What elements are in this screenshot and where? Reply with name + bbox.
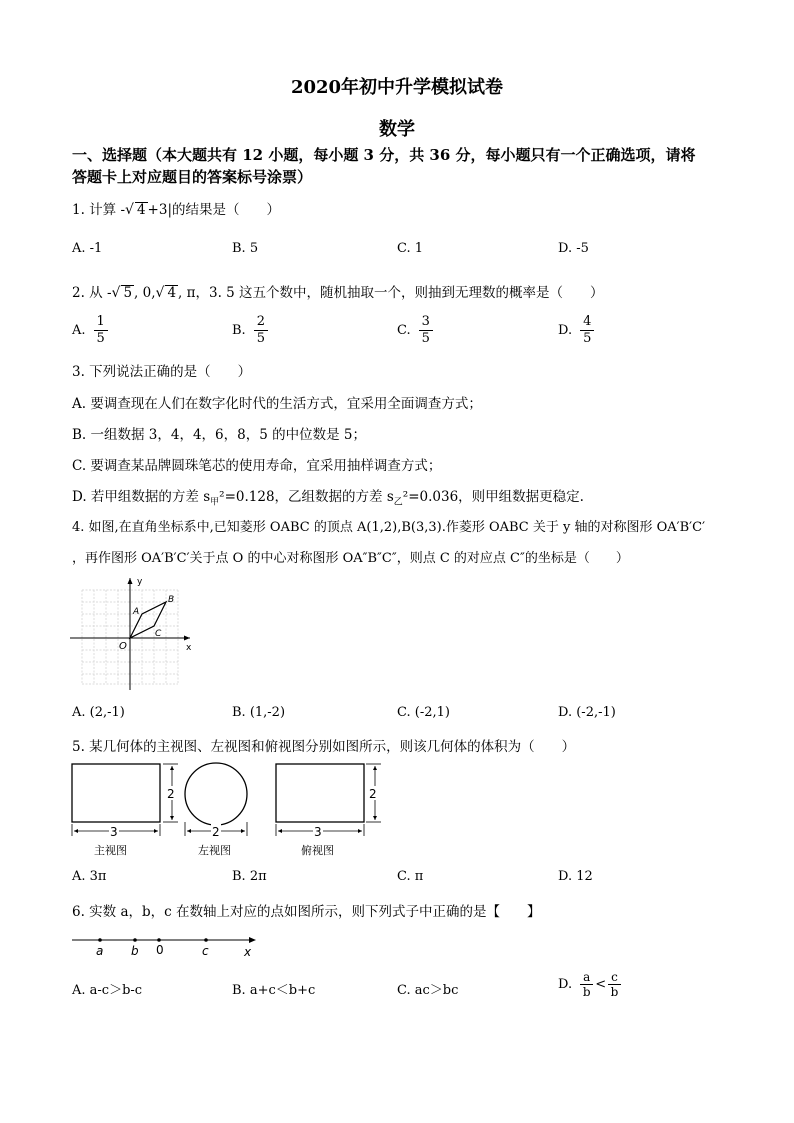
label-a: A [133, 607, 140, 617]
q3-option-b[interactable]: B. 一组数据 3，4，4，6，8，5 的中位数是 5； [72, 427, 367, 443]
denominator: 5 [421, 331, 430, 346]
q2-part2: , 0, [134, 285, 156, 301]
y-label: y [137, 577, 143, 587]
option-letter: C. [397, 323, 411, 338]
q1-suffix: +3|的结果是（ ） [147, 202, 280, 218]
q5-option-a[interactable]: A. 3π [72, 869, 107, 884]
denominator: 5 [96, 331, 105, 346]
q4-option-b[interactable]: B. (1,-2) [232, 705, 286, 720]
top-view-label: 俯视图 [301, 844, 334, 857]
q2-option-b[interactable] [232, 314, 268, 347]
option-letter: A. [72, 323, 86, 338]
q4-coordinate-figure [70, 576, 200, 691]
q3-option-a[interactable]: A. 要调查现在人们在数字化时代的生活方式，宜采用全面调查方式； [72, 396, 482, 412]
fraction [94, 314, 108, 347]
label-c: c [202, 944, 209, 958]
q3-d-part2: ²=0.128，乙组数据的方差 s [219, 489, 394, 505]
question-1-stem [72, 198, 280, 218]
exam-title: 2020年初中升学模拟试卷 [290, 77, 504, 98]
q1-option-d[interactable]: D. -5 [558, 241, 589, 256]
side-diameter-label: 2 [212, 825, 220, 839]
numerator: 3 [419, 314, 433, 331]
x-axis-arrow [184, 636, 190, 641]
label-zero: 0 [156, 943, 164, 957]
label-b: b [131, 944, 139, 958]
point-c [204, 938, 208, 942]
front-width-label: 3 [110, 825, 118, 839]
label-a: a [96, 944, 104, 958]
q3-d-sub1: 甲 [210, 497, 220, 508]
question-5-stem: 5. 某几何体的主视图、左视图和俯视图分别如图所示，则该几何体的体积为（ ） [72, 739, 576, 755]
label-c: C [155, 629, 162, 639]
question-4-stem-line1: 4. 如图,在直角坐标系中,已知菱形 OABC 的顶点 A(1,2),B(3,3).作菱形 OABC 关于 y 轴的对称图形 OA′B′C′ [72, 520, 706, 535]
fraction [580, 970, 593, 999]
section-header-line2: 答题卡上对应题目的答案标号涂票） [72, 168, 313, 186]
section-header [72, 144, 696, 188]
q1-prefix: 1. 计算 - [72, 202, 126, 218]
q4-option-c[interactable]: C. (-2,1) [397, 705, 450, 720]
q4-option-a[interactable]: A. (2,-1) [72, 705, 125, 720]
number-line-arrow [249, 937, 256, 943]
numerator: 2 [254, 314, 268, 331]
q6-option-d[interactable] [558, 970, 623, 999]
numerator: 4 [580, 314, 594, 331]
section-header-line1: 一、选择题（本大题共有 12 小题，每小题 3 分，共 36 分，每小题只有一个正确选项，请将 [72, 146, 696, 164]
numerator: c [608, 970, 621, 985]
denominator: b [582, 985, 591, 999]
subject-title: 数学 [379, 119, 415, 140]
q2-option-a[interactable] [72, 314, 108, 347]
y-axis-arrow [128, 578, 133, 584]
q2-option-d[interactable] [558, 314, 594, 347]
option-letter: B. [232, 323, 246, 338]
top-width-label: 3 [314, 825, 322, 839]
q1-option-a[interactable]: A. -1 [72, 241, 103, 256]
q6-option-b[interactable]: B. a+c＜b+c [232, 983, 316, 998]
q5-option-d[interactable]: D. 12 [558, 869, 593, 884]
numerator: 1 [94, 314, 108, 331]
q6-number-line-figure [68, 928, 268, 962]
q1-option-c[interactable]: C. 1 [397, 241, 424, 256]
q3-d-sub2: 乙 [393, 497, 403, 508]
denominator: 5 [583, 331, 592, 346]
side-view-label: 左视图 [198, 844, 231, 857]
top-height-label: 2 [369, 787, 377, 801]
point-zero [157, 938, 161, 942]
q2-part1: 2. 从 - [72, 285, 112, 301]
q4-option-d[interactable]: D. (-2,-1) [558, 705, 616, 720]
q1-radicand: 4 [136, 202, 146, 218]
q3-d-part3: ²=0.036，则甲组数据更稳定. [402, 489, 584, 505]
fraction [254, 314, 268, 347]
less-than-sign: < [595, 977, 607, 992]
denominator: b [610, 985, 619, 999]
denominator: 5 [256, 331, 265, 346]
x-label: x [186, 643, 192, 653]
q3-option-d[interactable] [72, 485, 584, 508]
fraction [608, 970, 621, 999]
sqrt-sign: √ [125, 202, 134, 218]
question-4-stem-line2: ，再作图形 OA′B′C′关于点 O 的中心对称图形 OA″B″C″，则点 C 的对应点 C″的坐标是（ ） [72, 551, 629, 566]
point-b [133, 938, 137, 942]
front-view-label: 主视图 [94, 844, 127, 857]
q1-option-b[interactable]: B. 5 [232, 241, 259, 256]
q5-three-views-figure [68, 760, 388, 860]
label-o: O [119, 641, 127, 652]
q6-option-c[interactable]: C. ac＞bc [397, 983, 459, 998]
option-letter: D. [558, 323, 573, 338]
q2-radicand-2: 4 [167, 285, 177, 301]
q2-radicand-1: 5 [123, 285, 133, 301]
q3-d-part1: D. 若甲组数据的方差 s [72, 489, 211, 505]
q3-option-c[interactable]: C. 要调查某品牌圆珠笔芯的使用寿命，宜采用抽样调查方式； [72, 458, 442, 474]
q6-option-a[interactable]: A. a-c＞b-c [72, 983, 143, 998]
question-6-stem: 6. 实数 a，b，c 在数轴上对应的点如图所示，则下列式子中正确的是【 】 [72, 904, 541, 920]
q5-option-c[interactable]: C. π [397, 869, 424, 884]
q2-part3: , π，3. 5 这五个数中，随机抽取一个，则抽到无理数的概率是（ ） [178, 285, 604, 301]
sqrt-sign: √ [155, 285, 165, 301]
fraction [580, 314, 594, 347]
front-view-rect [72, 764, 160, 822]
question-2-stem [72, 281, 604, 301]
q5-option-b[interactable]: B. 2π [232, 869, 267, 884]
front-height-label: 2 [167, 787, 175, 801]
question-3-stem: 3. 下列说法正确的是（ ） [72, 364, 252, 380]
top-view-rect [276, 764, 364, 822]
option-letter: D. [558, 977, 573, 992]
label-x: x [244, 945, 252, 959]
fraction [419, 314, 433, 347]
label-b: B [168, 595, 175, 605]
q2-option-c[interactable] [397, 314, 433, 347]
point-a [98, 938, 102, 942]
side-view-circle [185, 763, 247, 825]
sqrt-sign: √ [111, 285, 121, 301]
numerator: a [580, 970, 593, 985]
